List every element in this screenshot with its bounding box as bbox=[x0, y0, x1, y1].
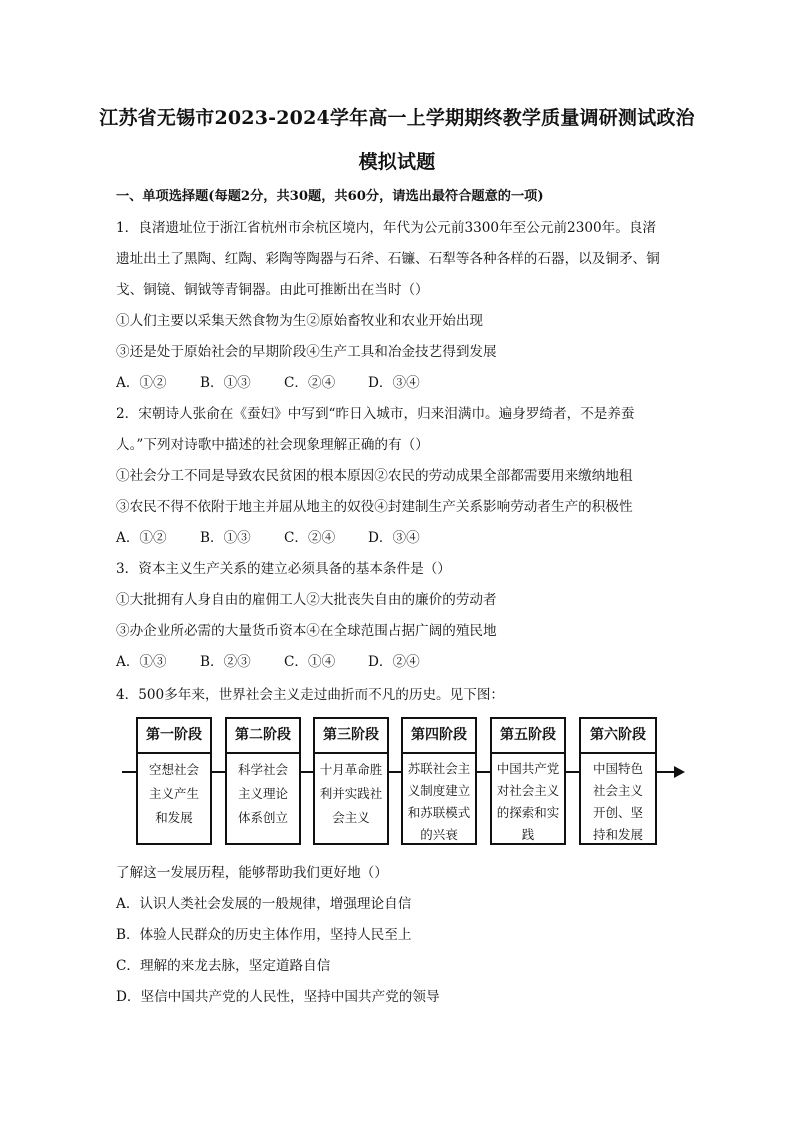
q2-statement-2: ③农民不得不依附于地主并屈从地主的奴役④封建制生产关系影响劳动者生产的积极性 bbox=[116, 499, 633, 515]
stage-title: 第五阶段 bbox=[492, 719, 564, 754]
q1-line-3: 戈、铜镜、铜钺等青铜器。由此可推断出在当时（） bbox=[116, 282, 429, 298]
stage-box-6 bbox=[579, 717, 657, 845]
stage-body: 空想社会 主义产生 和发展 bbox=[148, 762, 199, 825]
q1-statement-1: ①人们主要以采集天然食物为生②原始畜牧业和农业开始出现 bbox=[116, 313, 484, 329]
q1-option-c[interactable]: C．②④ bbox=[284, 375, 336, 391]
stage-title: 第三阶段 bbox=[315, 719, 387, 754]
stage-box-3 bbox=[313, 717, 389, 845]
q3-option-b[interactable]: B．②③ bbox=[200, 654, 251, 670]
q2-line-2: 人。”下列对诗歌中描述的社会现象理解正确的有（） bbox=[116, 437, 429, 453]
q1-line-2: 遗址出土了黑陶、红陶、彩陶等陶器与石斧、石镰、石犁等各种各样的石器，以及铜矛、铜 bbox=[116, 251, 660, 267]
q2-option-c[interactable]: C．②④ bbox=[284, 530, 336, 546]
stage-box-1 bbox=[136, 717, 212, 845]
q4-option-a[interactable]: A．认识人类社会发展的一般规律，增强理论自信 bbox=[116, 896, 412, 912]
document-title-line1: 江苏省无锡市2023-2024学年高一上学期期终教学质量调研测试政治 bbox=[99, 107, 695, 129]
q3-option-c[interactable]: C．①④ bbox=[284, 654, 336, 670]
q1-option-d[interactable]: D．③④ bbox=[368, 375, 420, 391]
stage-title: 第二阶段 bbox=[227, 719, 299, 754]
stage-title: 第一阶段 bbox=[138, 719, 210, 754]
stage-box-2 bbox=[225, 717, 301, 845]
stage-title: 第六阶段 bbox=[581, 719, 655, 754]
stage-body: 中国特色 社会主义 开创、坚 持和发展 bbox=[592, 761, 643, 842]
stage-body: 中国共产党 对社会主义 的探索和实 践 bbox=[496, 761, 560, 842]
document-title-line2: 模拟试题 bbox=[358, 151, 436, 173]
stage-body: 十月革命胜 利并实践社 会主义 bbox=[319, 762, 383, 825]
stage-timeline-figure bbox=[118, 714, 688, 848]
q3-option-a[interactable]: A．①③ bbox=[116, 654, 167, 670]
q2-option-b[interactable]: B．①③ bbox=[200, 530, 251, 546]
q3-options bbox=[116, 650, 420, 670]
q4-after-figure: 了解这一发展历程，能够帮助我们更好地（） bbox=[116, 865, 388, 881]
q1-option-a[interactable]: A．①② bbox=[116, 375, 167, 391]
q4-option-d[interactable]: D．坚信中国共产党的人民性，坚持中国共产党的领导 bbox=[116, 989, 440, 1005]
q2-statement-1: ①社会分工不同是导致农民贫困的根本原因②农民的劳动成果全部都需要用来缴纳地租 bbox=[116, 468, 633, 484]
q3-statement-1: ①大批拥有人身自由的雇佣工人②大批丧失自由的廉价的劳动者 bbox=[116, 592, 497, 608]
q4-option-b[interactable]: B．体验人民群众的历史主体作用，坚持人民至上 bbox=[116, 927, 412, 943]
q3-statement-2: ③办企业所必需的大量货币资本④在全球范围占据广阔的殖民地 bbox=[116, 623, 497, 639]
stage-body: 苏联社会主 义制度建立 和苏联模式 的兴衰 bbox=[407, 761, 471, 842]
q3-line-1: 3．资本主义生产关系的建立必须具备的基本条件是（） bbox=[116, 561, 451, 577]
q1-options bbox=[116, 371, 420, 391]
q1-option-b[interactable]: B．①③ bbox=[200, 375, 251, 391]
stage-box-4 bbox=[401, 717, 477, 845]
q4-option-c[interactable]: C．理解的来龙去脉，坚定道路自信 bbox=[116, 958, 331, 974]
q2-option-d[interactable]: D．③④ bbox=[368, 530, 420, 546]
q4-line-1: 4．500多年来，世界社会主义走过曲折而不凡的历史。见下图： bbox=[116, 687, 505, 703]
q1-line-1: 1．良渚遗址位于浙江省杭州市余杭区境内，年代为公元前3300年至公元前2300年。良渚 bbox=[116, 220, 657, 236]
q2-option-a[interactable]: A．①② bbox=[116, 530, 167, 546]
timeline-arrow-icon bbox=[674, 766, 685, 778]
section-heading: 一、单项选择题(每题2分，共30题，共60分，请选出最符合题意的一项) bbox=[116, 189, 544, 204]
q3-option-d[interactable]: D．②④ bbox=[368, 654, 420, 670]
stage-title: 第四阶段 bbox=[403, 719, 475, 754]
stage-body: 科学社会 主义理论 体系创立 bbox=[237, 762, 288, 825]
q2-options bbox=[116, 526, 420, 546]
q1-statement-2: ③还是处于原始社会的早期阶段④生产工具和冶金技艺得到发展 bbox=[116, 344, 497, 360]
stage-box-5 bbox=[490, 717, 566, 845]
q2-line-1: 2．宋朝诗人张俞在《蚕妇》中写到“昨日入城市，归来泪满巾。遍身罗绮者，不是养蚕 bbox=[116, 406, 635, 422]
